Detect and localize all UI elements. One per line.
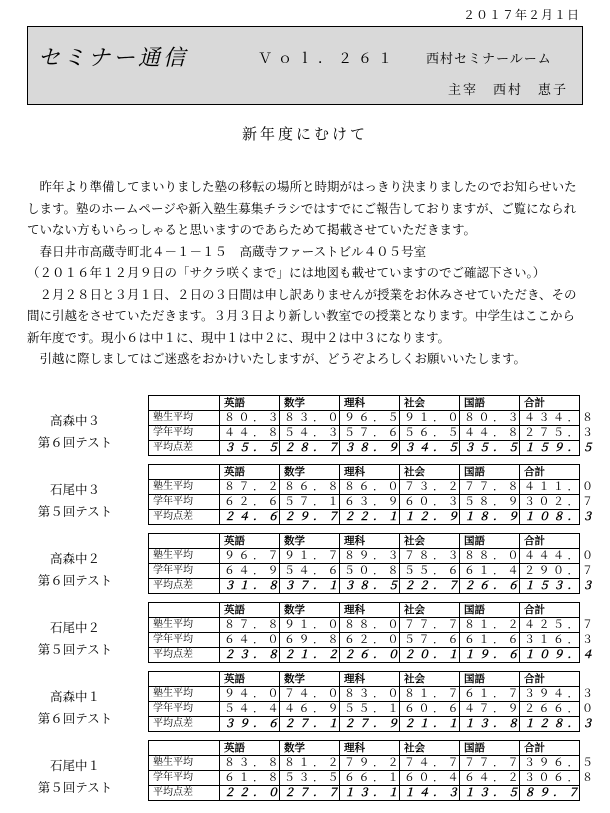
score-cell: ８３．０ xyxy=(340,687,400,702)
table-row xyxy=(149,579,580,594)
table-row xyxy=(149,441,580,456)
score-cell: ５７．１ xyxy=(280,495,340,510)
score-cell: ４１１．０ xyxy=(520,480,580,495)
score-cell: １３．８ xyxy=(460,717,520,732)
score-cell: ５６．５ xyxy=(400,426,460,441)
school-name: 石尾中３ xyxy=(49,482,100,497)
score-cell: ７４．７ xyxy=(400,756,460,771)
column-header: 合計 xyxy=(520,396,580,411)
row-label: 塾生平均 xyxy=(149,618,220,633)
score-cell: ５４．６ xyxy=(280,564,340,579)
newsletter-date: ２０１７年２月１日 xyxy=(462,8,580,22)
column-header xyxy=(149,672,220,687)
test-name: 第５回テスト xyxy=(37,780,113,795)
column-header: 理科 xyxy=(340,741,400,756)
table-row xyxy=(149,564,580,579)
table-header-row xyxy=(149,672,580,687)
score-cell: ４２５．７ xyxy=(520,618,580,633)
volume-number: Ｖｏｌ．２６１ xyxy=(258,51,398,67)
test-name: 第６回テスト xyxy=(37,435,113,450)
score-cell: ４４４．０ xyxy=(520,549,580,564)
table-row xyxy=(149,618,580,633)
column-header: 合計 xyxy=(520,465,580,480)
column-header: 数学 xyxy=(280,672,340,687)
score-cell: １５３．３ xyxy=(520,579,580,594)
address-line: 春日井市高蔵寺町北４－１－１５ 高蔵寺ファーストビル４０５号室 xyxy=(39,243,427,259)
score-cell: ９１．０ xyxy=(280,618,340,633)
score-cell: ７７．８ xyxy=(460,480,520,495)
score-cell: ２７．９ xyxy=(340,717,400,732)
newsletter-header xyxy=(27,26,583,105)
score-cell: ２２．７ xyxy=(400,579,460,594)
column-header: 国語 xyxy=(460,465,520,480)
score-cell: ９４．０ xyxy=(220,687,280,702)
score-cell: ８１．７ xyxy=(400,687,460,702)
column-header: 社会 xyxy=(400,603,460,618)
map-note: （２０１６年１２月９日の「サクラ咲くまで」には地図も載せていますのでご確認下さい。） xyxy=(27,265,546,280)
score-cell: ８９．７ xyxy=(520,786,580,801)
row-label: 塾生平均 xyxy=(149,549,220,564)
score-cell: ２１．２ xyxy=(280,648,340,663)
score-cell: ７７．７ xyxy=(460,756,520,771)
score-cell: ３８．９ xyxy=(340,441,400,456)
column-header: 合計 xyxy=(520,672,580,687)
score-cell: ８７．２ xyxy=(220,480,280,495)
score-cell: ８３．０ xyxy=(280,411,340,426)
score-cell: ７８．３ xyxy=(400,549,460,564)
score-cell: ７７．７ xyxy=(400,618,460,633)
table-header-row xyxy=(149,465,580,480)
row-label: 塾生平均 xyxy=(149,480,220,495)
score-cell: ７９．２ xyxy=(340,756,400,771)
score-cell: ９１．７ xyxy=(280,549,340,564)
score-cell: ２７．７ xyxy=(280,786,340,801)
score-cell: ３５．５ xyxy=(220,441,280,456)
row-label: 平均点差 xyxy=(149,510,220,525)
column-header: 英語 xyxy=(220,465,280,480)
column-header: 合計 xyxy=(520,534,580,549)
score-cell: １３．５ xyxy=(460,786,520,801)
table-row xyxy=(149,495,580,510)
row-label: 塾生平均 xyxy=(149,756,220,771)
score-cell: ３９４．３ xyxy=(520,687,580,702)
score-cell: １４．３ xyxy=(400,786,460,801)
score-cell: ６４．０ xyxy=(220,633,280,648)
score-table xyxy=(148,740,597,801)
score-cell: ２８．７ xyxy=(280,441,340,456)
score-cell: １２８．３ xyxy=(520,717,580,732)
score-cell: ７４．０ xyxy=(280,687,340,702)
score-cell: ３７．１ xyxy=(280,579,340,594)
score-cell: ６０．６ xyxy=(400,702,460,717)
table-row xyxy=(149,756,580,771)
score-cell: ２６．０ xyxy=(340,648,400,663)
column-header: 数学 xyxy=(280,534,340,549)
score-table xyxy=(148,533,597,594)
test-name: 第５回テスト xyxy=(37,642,113,657)
column-header: 数学 xyxy=(280,603,340,618)
score-cell: ２０．１ xyxy=(400,648,460,663)
score-cell: ３０６．８ xyxy=(520,771,580,786)
score-cell: ２１．１ xyxy=(400,717,460,732)
row-label: 学年平均 xyxy=(149,771,220,786)
column-header: 合計 xyxy=(520,741,580,756)
column-header: 数学 xyxy=(280,396,340,411)
row-label: 学年平均 xyxy=(149,702,220,717)
row-label: 塾生平均 xyxy=(149,411,220,426)
column-header: 国語 xyxy=(460,396,520,411)
score-table xyxy=(148,395,597,456)
score-cell: ３１．８ xyxy=(220,579,280,594)
table-row xyxy=(149,771,580,786)
score-cell: ４４．８ xyxy=(460,426,520,441)
column-header xyxy=(149,534,220,549)
column-header: 社会 xyxy=(400,534,460,549)
score-cell: ５８．９ xyxy=(460,495,520,510)
column-header: 英語 xyxy=(220,603,280,618)
score-cell: ８６．０ xyxy=(340,480,400,495)
table-header-row xyxy=(149,741,580,756)
score-cell: ５５．６ xyxy=(400,564,460,579)
table-header-row xyxy=(149,603,580,618)
column-header: 理科 xyxy=(340,672,400,687)
score-cell: １８．９ xyxy=(460,510,520,525)
column-header: 理科 xyxy=(340,534,400,549)
score-cell: ８０．３ xyxy=(220,411,280,426)
score-cell: ３４．５ xyxy=(400,441,460,456)
score-cell: ６３．９ xyxy=(340,495,400,510)
table-row xyxy=(149,717,580,732)
score-cell: ８１．２ xyxy=(280,756,340,771)
score-cell: ７３．２ xyxy=(400,480,460,495)
score-cell: ６２．０ xyxy=(340,633,400,648)
table-row xyxy=(149,549,580,564)
row-label: 平均点差 xyxy=(149,579,220,594)
paragraph-announcement: 昨年より準備してまいりました塾の移転の場所と時期がはっきり決まりましたのでお知らせいたします。塾のホームページや新入塾生募集チラシではすでにご報告しておりますが、ご覧になられていない方もいらっしゃると思いますのであらためて掲載させていただきます。 xyxy=(27,179,577,237)
test-name: 第６回テスト xyxy=(37,711,113,726)
column-header xyxy=(149,396,220,411)
column-header: 国語 xyxy=(460,534,520,549)
row-label: 学年平均 xyxy=(149,633,220,648)
score-cell: ５４．４ xyxy=(220,702,280,717)
score-cell: ２２．０ xyxy=(220,786,280,801)
row-label: 塾生平均 xyxy=(149,687,220,702)
score-cell: ８８．０ xyxy=(460,549,520,564)
score-cell: ３０２．７ xyxy=(520,495,580,510)
column-header xyxy=(149,741,220,756)
score-cell: ８１．２ xyxy=(460,618,520,633)
score-cell: ８６．８ xyxy=(280,480,340,495)
score-cell: ５７．６ xyxy=(400,633,460,648)
score-cell: ２９０．７ xyxy=(520,564,580,579)
score-cell: ８３．８ xyxy=(220,756,280,771)
score-cell: ５７．６ xyxy=(340,426,400,441)
column-header: 理科 xyxy=(340,465,400,480)
score-cell: １５９．５ xyxy=(520,441,580,456)
column-header: 国語 xyxy=(460,672,520,687)
table-row xyxy=(149,687,580,702)
score-cell: ６２．６ xyxy=(220,495,280,510)
score-cell: ９６．７ xyxy=(220,549,280,564)
column-header: 国語 xyxy=(460,741,520,756)
score-cell: ６６．１ xyxy=(340,771,400,786)
score-cell: ５０．８ xyxy=(340,564,400,579)
score-cell: ８０．３ xyxy=(460,411,520,426)
test-name: 第６回テスト xyxy=(37,573,113,588)
score-cell: ２６６．０ xyxy=(520,702,580,717)
column-header: 数学 xyxy=(280,465,340,480)
table-row xyxy=(149,786,580,801)
paragraph-closing: 引越に際しましてはご迷惑をおかけいたしますが、どうぞよろしくお願いいたします。 xyxy=(39,351,527,366)
score-cell: ２９．７ xyxy=(280,510,340,525)
score-cell: ２２．１ xyxy=(340,510,400,525)
row-label: 学年平均 xyxy=(149,426,220,441)
score-cell: ６０．３ xyxy=(400,495,460,510)
score-cell: ５４．３ xyxy=(280,426,340,441)
score-cell: ６９．８ xyxy=(280,633,340,648)
column-header: 合計 xyxy=(520,603,580,618)
column-header: 社会 xyxy=(400,465,460,480)
row-label: 平均点差 xyxy=(149,786,220,801)
row-label: 平均点差 xyxy=(149,717,220,732)
score-cell: ２３．８ xyxy=(220,648,280,663)
table-row xyxy=(149,648,580,663)
organizer-name: 主宰 西村 恵子 xyxy=(448,83,569,98)
column-header xyxy=(149,603,220,618)
score-table xyxy=(148,671,597,732)
score-cell: ２７５．３ xyxy=(520,426,580,441)
score-cell: ６１．８ xyxy=(220,771,280,786)
score-cell: １０９．４ xyxy=(520,648,580,663)
score-cell: ６４．９ xyxy=(220,564,280,579)
column-header: 英語 xyxy=(220,534,280,549)
row-label: 学年平均 xyxy=(149,495,220,510)
school-name: 高森中２ xyxy=(49,551,100,566)
column-header: 国語 xyxy=(460,603,520,618)
row-label: 平均点差 xyxy=(149,441,220,456)
table-row xyxy=(149,426,580,441)
score-cell: ８９．３ xyxy=(340,549,400,564)
score-cell: ８８．０ xyxy=(340,618,400,633)
column-header: 英語 xyxy=(220,741,280,756)
newsletter-title: セミナー通信 xyxy=(38,46,189,71)
table-header-row xyxy=(149,396,580,411)
article-body xyxy=(27,176,587,370)
table-row xyxy=(149,633,580,648)
table-row xyxy=(149,510,580,525)
column-header: 社会 xyxy=(400,396,460,411)
school-name: 高森中１ xyxy=(49,689,100,704)
score-cell: ２７．１ xyxy=(280,717,340,732)
score-table xyxy=(148,464,597,525)
table-row xyxy=(149,702,580,717)
school-name: 石尾中１ xyxy=(49,758,100,773)
column-header: 英語 xyxy=(220,672,280,687)
organization-name: 西村セミナールーム xyxy=(426,52,552,67)
school-name: 高森中３ xyxy=(49,413,100,428)
table-row xyxy=(149,480,580,495)
score-cell: ３９．６ xyxy=(220,717,280,732)
score-cell: ９６．５ xyxy=(340,411,400,426)
column-header: 理科 xyxy=(340,396,400,411)
score-cell: ４４．８ xyxy=(220,426,280,441)
score-cell: ３５．５ xyxy=(460,441,520,456)
school-name: 石尾中２ xyxy=(49,620,100,635)
score-cell: ４３４．８ xyxy=(520,411,580,426)
row-label: 平均点差 xyxy=(149,648,220,663)
score-table xyxy=(148,602,597,663)
table-header-row xyxy=(149,534,580,549)
score-cell: １９．６ xyxy=(460,648,520,663)
column-header: 社会 xyxy=(400,741,460,756)
score-cell: １０８．３ xyxy=(520,510,580,525)
score-cell: ２６．６ xyxy=(460,579,520,594)
score-cell: ６１．６ xyxy=(460,633,520,648)
score-cell: ４６．９ xyxy=(280,702,340,717)
column-header: 英語 xyxy=(220,396,280,411)
score-cell: １３．１ xyxy=(340,786,400,801)
score-cell: ２４．６ xyxy=(220,510,280,525)
column-header: 社会 xyxy=(400,672,460,687)
score-cell: ６１．７ xyxy=(460,687,520,702)
test-name: 第５回テスト xyxy=(37,504,113,519)
score-cell: ８７．８ xyxy=(220,618,280,633)
score-cell: ６０．４ xyxy=(400,771,460,786)
table-row xyxy=(149,411,580,426)
score-cell: ４７．９ xyxy=(460,702,520,717)
column-header: 数学 xyxy=(280,741,340,756)
score-cell: ５３．５ xyxy=(280,771,340,786)
score-cell: ３８．５ xyxy=(340,579,400,594)
score-cell: ６４．２ xyxy=(460,771,520,786)
score-cell: ６１．４ xyxy=(460,564,520,579)
column-header xyxy=(149,465,220,480)
score-cell: ５５．１ xyxy=(340,702,400,717)
column-header: 理科 xyxy=(340,603,400,618)
score-cell: ９１．０ xyxy=(400,411,460,426)
score-cell: １２．９ xyxy=(400,510,460,525)
paragraph-schedule: ２月２８日と３月１日、２日の３日間は申し訳ありませんが授業をお休みさせていただき、その間に引越をさせていただきます。３月３日より新しい教室での授業となります。中学生はここから新年度です。現小６は中１に、現中１は中２に、現中２は中３になります。 xyxy=(27,286,577,345)
score-cell: ３１６．３ xyxy=(520,633,580,648)
row-label: 学年平均 xyxy=(149,564,220,579)
article-heading: 新年度にむけて xyxy=(241,125,368,143)
score-cell: ３９６．５ xyxy=(520,756,580,771)
